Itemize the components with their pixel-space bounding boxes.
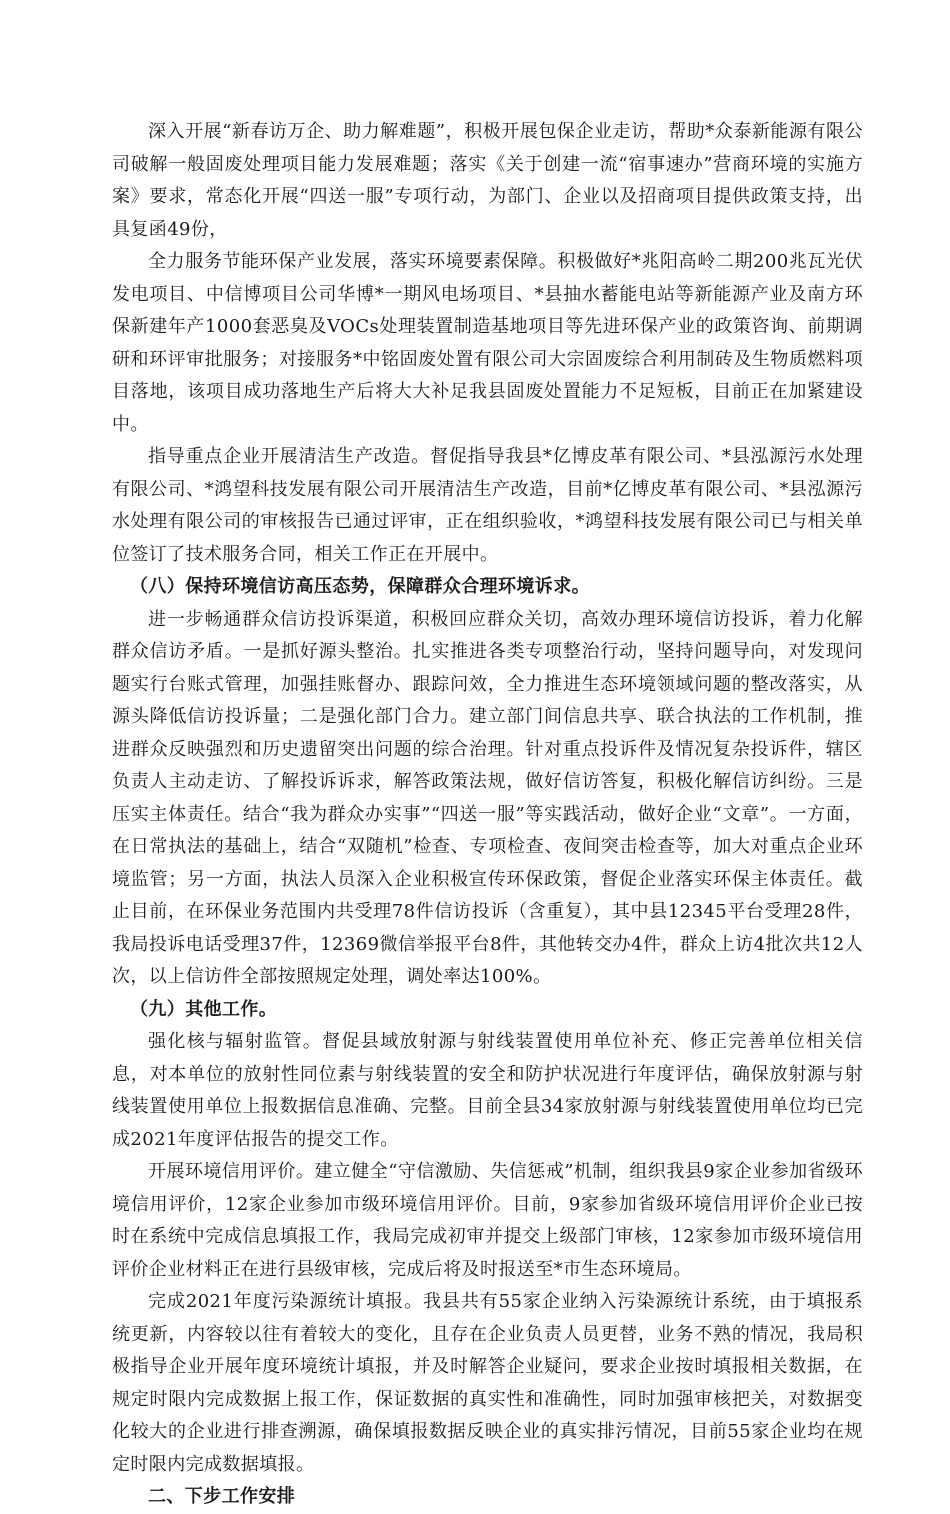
paragraph-radiation: 强化核与辐射监管。督促县域放射源与射线装置使用单位补充、修正完善单位相关信息，对本单位的放射性同位素与射线装置的安全和防护状况进行年度评估，确保放射源与射线装置使用单位上报数据信息准确、完整。目前全县34家放射源与射线装置使用单位均已完成2021年度评估报告的提交工作。: [112, 1031, 863, 1150]
section-heading-8: （八）保持环境信访高压态势，保障群众合理环境诉求。: [130, 576, 590, 597]
section-heading-9: （九）其他工作。: [130, 998, 278, 1020]
paragraph-industry-service: 全力服务节能环保产业发展，落实环境要素保障。积极做好*兆阳高岭二期200兆瓦光伏发电项目、中信博项目公司华博*一期风电场项目、*县抽水蓄能电站等新能源产业及南方环保新建年产1000套恶臭及VOCs处理装置制造基地项目等先进环保产业的政策咨询、前期调研和环评审批服务；对接服务*中铭固废处置有限公司大宗固废综合利用制砖及生物质燃料项目落地，该项目成功落地生产后将大大补足我县固废处置能力不足短板，目前正在加紧建设中。: [112, 251, 863, 435]
paragraph-petitions: 进一步畅通群众信访投诉渠道，积极回应群众关切，高效办理环境信访投诉，着力化解群众信访矛盾。一是抓好源头整治。扎实推进各类专项整治行动，坚持问题导向，对发现问题实行台账式管理，加强挂账督办、跟踪问效，全力推进生态环境领域问题的整改落实，从源头降低信访投诉量；二是强化部门合力。建立部门间信息共享、联合执法的工作机制，推进群众反映强烈和历史遗留突出问题的综合治理。针对重点投诉件及情况复杂投诉件，辖区负责人主动走访、了解投诉诉求，解答政策法规，做好信访答复，积极化解信访纠纷。三是压实主体责任。结合“我为群众办实事”“四送一服”等实践活动，做好企业“文章”。一方面，在日常执法的基础上，结合“双随机”检查、专项检查、夜间突击检查等，加大对重点企业环境监管；另一方面，执法人员深入企业积极宣传环保政策，督促企业落实环保主体责任。截止目前，在环保业务范围内共受理78件信访投诉（含重复），其中县12345平台受理28件，我局投诉电话受理37件，12369微信举报平台8件，其他转交办4件，群众上访4批次共12人次，以上信访件全部按照规定处理，调处率达100%。: [112, 608, 863, 987]
paragraph-credit-evaluation: 开展环境信用评价。建立健全“守信激励、失信惩戒”机制，组织我县9家企业参加省级环境信用评价，12家企业参加市级环境信用评价。目前，9家参加省级环境信用评价企业已按时在系统中完成信息填报工作，我局完成初审并提交上级部门审核，12家参加市级环境信用评价企业材料正在进行县级审核，完成后将及时报送至*市生态环境局。: [112, 1161, 863, 1280]
section-heading-next-steps: 二、下步工作安排: [148, 1486, 296, 1507]
paragraph-clean-production: 指导重点企业开展清洁生产改造。督促指导我县*亿博皮革有限公司、*县泓源污水处理有限公司、*鸿望科技发展有限公司开展清洁生产改造，目前*亿博皮革有限公司、*县泓源污水处理有限公司的审核报告已通过评审，正在组织验收，*鸿望科技发展有限公司已与相关单位签订了技术服务合同，相关工作正在开展中。: [112, 446, 863, 565]
document-page: [112, 116, 863, 1514]
paragraph-business-visits: 深入开展“新春访万企、助力解难题”，积极开展包保企业走访，帮助*众泰新能源有限公司破解一般固废处理项目能力发展难题；落实《关于创建一流“宿事速办”营商环境的实施方案》要求，常态化开展“四送一服”专项行动，为部门、企业以及招商项目提供政策支持，出具复函49份，: [112, 121, 863, 240]
paragraph-pollution-statistics: 完成2021年度污染源统计填报。我县共有55家企业纳入污染源统计系统，由于填报系统更新，内容较以往有着较大的变化，且存在企业负责人员更替，业务不熟的情况，我局积极指导企业开展年度环境统计填报，并及时解答企业疑问，要求企业按时填报相关数据，在规定时限内完成数据上报工作，保证数据的真实性和准确性，同时加强审核把关，对数据变化较大的企业进行排查溯源，确保填报数据反映企业的真实排污情况，目前55家企业均在规定时限内完成数据填报。: [112, 1291, 863, 1475]
